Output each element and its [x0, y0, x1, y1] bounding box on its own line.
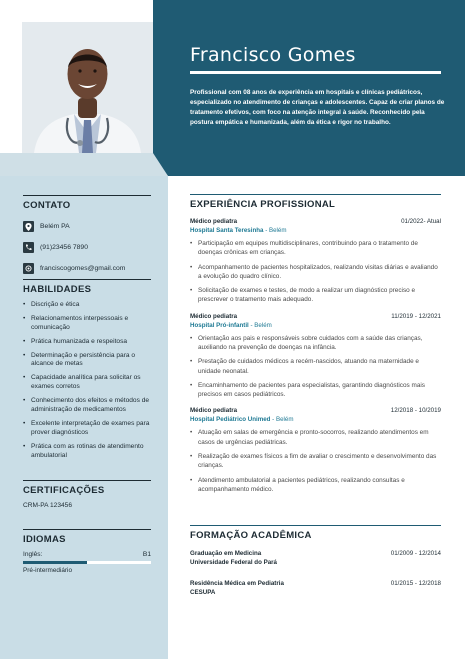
- education-entry: [190, 580, 441, 596]
- contact-email: [23, 263, 151, 274]
- education-institution: CESUPA: [190, 589, 216, 596]
- job-organization: Hospital Pediátrico Unimed: [190, 416, 271, 424]
- job-entry: [190, 218, 441, 305]
- job-location: - Belém: [263, 227, 287, 234]
- profile-photo: [22, 22, 153, 153]
- language-level-fill: [23, 561, 87, 564]
- job-dates: 11/2019 - 12/2021: [391, 312, 441, 320]
- skills-list: [23, 301, 151, 460]
- list-item: • Participação em equipes multidisciplinares, contribuindo para o tratamento de doenças crônicas em crianças.: [190, 239, 441, 258]
- list-item: • Acompanhamento de pacientes hospitalizados, realizando visitas diárias e avaliando a evolução do quadro clínico.: [190, 263, 441, 282]
- list-item: • Encaminhamento de pacientes para especialistas, garantindo diagnósticos mais precisos em casos pediátricos.: [190, 381, 441, 400]
- list-item: • Atendimento ambulatorial a pacientes pediátricos, realizando consultas e acompanhamento médico.: [190, 476, 441, 495]
- skills-section: [23, 279, 151, 465]
- language-name: Inglês:: [23, 551, 43, 558]
- list-item: • Excelente interpretação de exames para prover diagnósticos: [23, 420, 151, 438]
- phone-icon: [23, 242, 34, 253]
- location-text: Belém PA: [40, 223, 70, 230]
- experience-section: [190, 194, 441, 499]
- job-location: - Belém: [270, 416, 294, 424]
- education-institution: Universidade Federal do Pará: [190, 559, 278, 566]
- languages-section: [23, 529, 151, 574]
- job-entry: [190, 407, 441, 494]
- location-pin-icon: [23, 221, 34, 232]
- job-dates: 12/2018 - 10/2019: [390, 407, 441, 415]
- contact-title: CONTATO: [23, 195, 151, 211]
- education-dates: 01/2009 - 12/2014: [390, 550, 441, 557]
- list-item: • Discrição e ética: [23, 301, 151, 310]
- language-level-bar: [23, 561, 151, 564]
- contact-section: [23, 195, 151, 274]
- list-item: • Conhecimento dos efeitos e métodos de administração de medicamentos: [23, 397, 151, 415]
- job-role: Médico pediatra: [190, 312, 238, 320]
- job-entry: [190, 313, 441, 400]
- job-dates: 01/2022- Atual: [401, 218, 441, 225]
- certifications-title: CERTIFICAÇÕES: [23, 480, 151, 496]
- list-item: • Prestação de cuidados médicos a recém-nascidos, atuando na maternidade e unidade neonatal.: [190, 357, 441, 376]
- list-item: • Prática humanizada e respeitosa: [23, 338, 151, 347]
- education-degree: Residência Médica em Pediatria: [190, 580, 284, 587]
- header-accent-strip: [0, 153, 168, 176]
- list-item: • Determinação e persistência para o alcance de metas: [23, 352, 151, 370]
- candidate-name: Francisco Gomes: [190, 44, 356, 66]
- education-entry: [190, 550, 441, 566]
- certification-item: CRM-PA 123456: [23, 502, 72, 509]
- profile-summary: Profissional com 08 anos de experiência em hospitais e clínicas pediátricos, especializado no atendimento de crianças e adolescentes. Capaz de criar planos de tratamento efetivos, com foco na atenção integral à saúde. Reconhecido pela postura empática e humanizada, além da ética e rigor no trabalho.: [190, 89, 445, 126]
- language-level-code: B1: [142, 551, 151, 558]
- contact-phone: [23, 242, 151, 253]
- list-item: • Realização de exames físicos a fim de avaliar o crescimento e desenvolvimento das crianças.: [190, 452, 441, 471]
- job-role: Médico pediatra: [190, 407, 238, 415]
- job-role: Médico pediatra: [190, 218, 238, 225]
- language-row: [23, 551, 151, 558]
- education-title: FORMAÇÃO ACADÊMICA: [190, 525, 441, 541]
- certifications-section: [23, 480, 151, 509]
- phone-text: (91)23456 7890: [40, 244, 88, 251]
- languages-title: IDIOMAS: [23, 529, 151, 545]
- education-dates: 01/2015 - 12/2018: [390, 580, 441, 587]
- list-item: • Relacionamentos interpessoais e comunicação: [23, 315, 151, 333]
- job-location: - Belém: [248, 321, 272, 329]
- skills-title: HABILIDADES: [23, 279, 151, 295]
- name-divider: [190, 71, 441, 74]
- list-item: • Prática com as rotinas de atendimento ambulatorial: [23, 443, 151, 461]
- language-level-text: Pré-intermediário: [23, 567, 73, 574]
- education-degree: Graduação em Medicina: [190, 550, 262, 557]
- email-text[interactable]: franciscogomes@gmail.com: [40, 265, 126, 272]
- list-item: • Solicitação de exames e testes, de modo a realizar um diagnóstico preciso e prescrever o tratamento mais adequado.: [190, 286, 441, 305]
- job-organization: Hospital Pró-infantil: [190, 321, 249, 329]
- list-item: • Atuação em salas de emergência e pronto-socorros, realizando atendimentos em casos de urgências pediátricas.: [190, 428, 441, 447]
- list-item: • Orientação aos pais e responsáveis sobre cuidados com a saúde das crianças, auxiliando na prevenção de doenças na infância.: [190, 334, 441, 353]
- list-item: • Capacidade analítica para solicitar os exames corretos: [23, 374, 151, 392]
- email-icon: [23, 263, 34, 274]
- job-organization: Hospital Santa Teresinha: [190, 227, 264, 234]
- education-section: [190, 525, 441, 596]
- experience-title: EXPERIÊNCIA PROFISSIONAL: [190, 194, 441, 210]
- doctor-portrait-image: [22, 22, 153, 153]
- contact-location: [23, 221, 151, 232]
